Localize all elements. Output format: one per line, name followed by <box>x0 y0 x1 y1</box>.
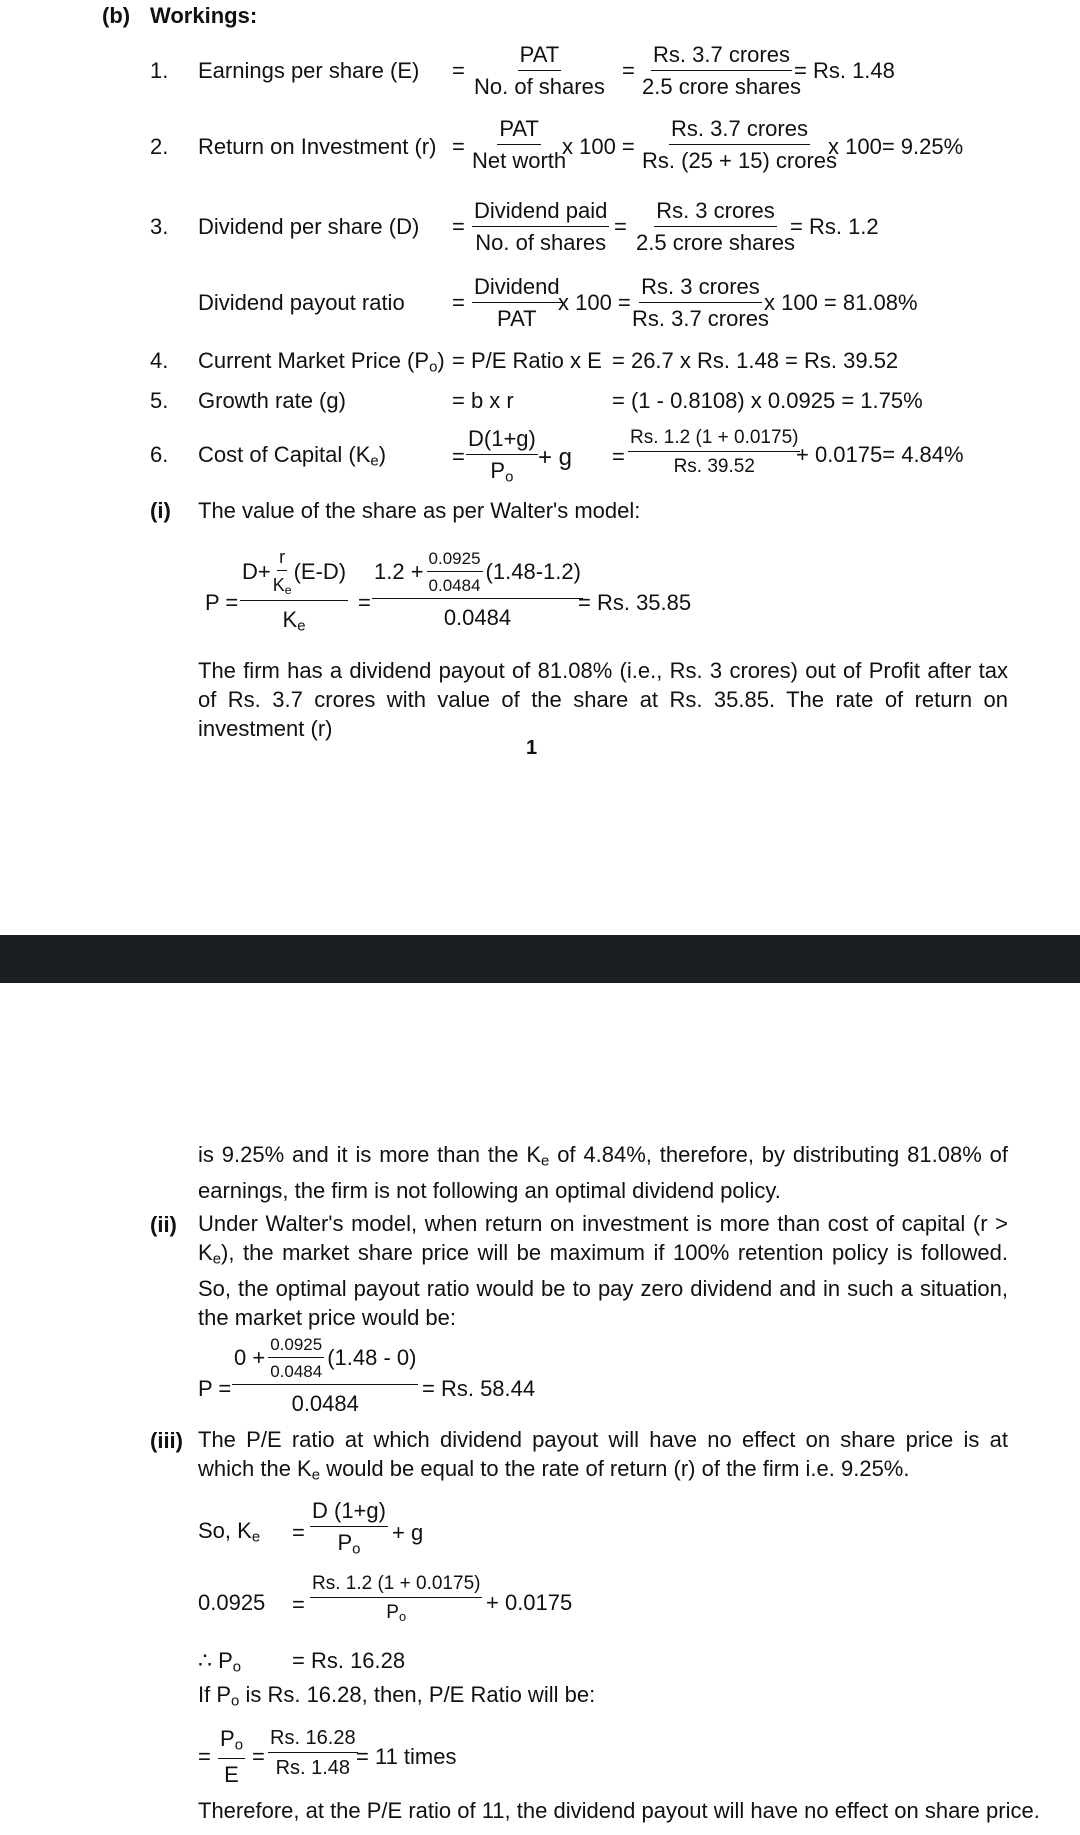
fraction <box>642 44 801 98</box>
item-label: Dividend payout ratio <box>198 290 405 315</box>
part-label: (ii) <box>150 1212 177 1237</box>
operator: + 0.0175 <box>486 1590 573 1615</box>
paragraph: is 9.25% and it is more than the $K_e$ of 4.84%, therefore, by distributing 81.08% of earnings, the firm is not following an optimal dividend policy. <box>198 1142 1008 1203</box>
denominator: E <box>224 1761 239 1787</box>
result: = Rs. 58.44 <box>422 1376 536 1401</box>
fraction <box>466 428 538 486</box>
fraction <box>268 1728 358 1778</box>
denominator: Rs. 39.52 <box>673 456 755 477</box>
denominator: $P_o$ <box>386 1602 407 1625</box>
numerator: D (1+g) <box>310 1500 388 1527</box>
denominator: No. of shares <box>475 230 607 255</box>
page-separator <box>0 935 1080 983</box>
walter-formula <box>240 548 348 635</box>
denominator: Net worth <box>472 148 567 173</box>
equals-sign: = <box>252 1744 265 1769</box>
denominator: 2.5 crore shares <box>642 74 801 99</box>
operator: + g <box>392 1520 424 1545</box>
fraction <box>472 276 562 330</box>
numerator: Rs. 1.2 (1 + 0.0175) <box>310 1574 482 1598</box>
fraction <box>632 276 769 330</box>
walter-calculation <box>372 550 583 629</box>
numerator: Rs. 3.7 crores <box>669 118 810 145</box>
inner-denominator: 0.0484 <box>428 576 481 595</box>
denominator: Rs. 3.7 crores <box>632 306 769 331</box>
part-label: (iii) <box>150 1428 183 1453</box>
item-label: Earnings per share (E) <box>198 58 420 83</box>
part-title: The value of the share as per Walter's model: <box>198 498 641 523</box>
operator: x 100 = <box>558 290 631 315</box>
fraction <box>218 1728 245 1786</box>
inner-denominator: $K_e$ <box>272 575 292 598</box>
item-label: Current Market Price $(P_o)$ <box>198 348 445 376</box>
item-number: 4. <box>150 348 169 373</box>
page-number: 1 <box>526 737 538 759</box>
item-number: 3. <box>150 214 169 239</box>
denominator: 0.0484 <box>443 605 512 630</box>
numerator: Dividend <box>472 276 562 303</box>
numerator: 0 + $\frac{0.0925}{0.0484}$ (1.48 - 0) <box>232 1336 418 1385</box>
equals-sign: = <box>292 1592 305 1617</box>
inner-numerator: 0.0925 <box>427 550 483 572</box>
equals-sign: = <box>614 214 627 239</box>
fraction <box>628 428 800 476</box>
item-number: 6. <box>150 442 169 467</box>
operator: + g <box>538 444 573 471</box>
fraction <box>642 118 837 172</box>
result: = Rs. 16.28 <box>292 1648 406 1673</box>
fraction <box>472 200 609 254</box>
calculation: = 26.7 x Rs. 1.48 = Rs. 39.52 <box>612 348 899 373</box>
numerator: D+ $\frac{r}{K_e}$ (E-D) <box>240 548 348 601</box>
result-label: ∴ $P_o$ <box>198 1648 242 1676</box>
fraction <box>472 118 566 172</box>
denominator: Rs. (25 + 15) crores <box>642 148 838 173</box>
denominator: PAT <box>497 306 537 331</box>
numerator: PAT <box>518 44 562 71</box>
denominator: $K_e$ <box>282 607 306 636</box>
part-label: (i) <box>150 498 171 523</box>
fraction <box>636 200 795 254</box>
result: = Rs. 1.48 <box>794 58 895 83</box>
inner-fraction <box>268 1336 324 1380</box>
section-label: (b) <box>102 3 131 28</box>
equals-sign: = <box>622 58 635 83</box>
paragraph: If $P_o$ is Rs. 16.28, then, P/E Ratio will be: <box>198 1682 596 1710</box>
formula: = P/E Ratio x E <box>452 348 602 373</box>
equals-sign: = <box>292 1520 305 1545</box>
fraction <box>310 1574 482 1624</box>
item-number: 1. <box>150 58 169 83</box>
numerator: Rs. 16.28 <box>268 1728 358 1753</box>
item-label: Cost of Capital $(K_e)$ <box>198 442 387 470</box>
fraction <box>310 1500 388 1558</box>
equals-sign: = <box>612 444 625 469</box>
formula: = b x r <box>452 388 514 413</box>
inner-fraction <box>427 550 483 594</box>
inner-numerator: 0.0925 <box>268 1336 324 1358</box>
numerator: 1.2 + $\frac{0.0925}{0.0484}$ (1.48-1.2) <box>372 550 583 599</box>
equation-lhs: So, $K_e$ <box>198 1518 261 1546</box>
item-label: Growth rate (g) <box>198 388 346 413</box>
section-title: Workings: <box>150 3 258 28</box>
equals-sign: = <box>358 590 371 615</box>
equals-sign: = <box>452 58 465 83</box>
denominator: Rs. 1.48 <box>275 1757 351 1779</box>
numerator: Rs. 1.2 (1 + 0.0175) <box>628 428 800 452</box>
value: 0.0925 <box>198 1590 266 1615</box>
paragraph: The P/E ratio at which dividend payout will have no effect on share price is at which the $K_e$ would be equal to the rate of return (r) of the firm i.e. 9.25%. <box>198 1427 1008 1484</box>
equation-lhs: P = <box>205 590 239 615</box>
equals-sign: = <box>452 290 465 315</box>
inner-fraction <box>273 548 292 596</box>
fraction <box>474 44 605 98</box>
numerator: Rs. 3.7 crores <box>651 44 792 71</box>
item-number: 2. <box>150 134 169 159</box>
denominator: 2.5 crore shares <box>636 230 795 255</box>
walter-calculation <box>232 1336 418 1415</box>
denominator: No. of shares <box>474 74 605 99</box>
equals-sign: = <box>452 444 465 469</box>
denominator: $P_o$ <box>337 1530 361 1558</box>
result: = Rs. 1.2 <box>790 214 879 239</box>
result: + 0.0175= 4.84% <box>796 442 964 467</box>
denominator: 0.0484 <box>291 1391 359 1416</box>
item-label: Dividend per share (D) <box>198 214 420 239</box>
result: = 11 times <box>356 1744 457 1769</box>
result: x 100 = 81.08% <box>764 290 918 315</box>
item-label: Return on Investment (r) <box>198 134 437 159</box>
equals-sign: = <box>452 134 465 159</box>
numerator: $P_o$ <box>218 1728 245 1759</box>
paragraph: The firm has a dividend payout of 81.08% (i.e., Rs. 3 crores) out of Profit after tax of Rs. 3.7 crores with value of the share at Rs. 35.85. The rate of return on investment (r) <box>198 658 1008 741</box>
numerator: Rs. 3 crores <box>639 276 762 303</box>
numerator: Rs. 3 crores <box>654 200 777 227</box>
equals-sign: = <box>452 214 465 239</box>
item-number: 5. <box>150 388 169 413</box>
paragraph: Under Walter's model, when return on investment is more than cost of capital $(r > K_e)$, the market share price will be maximum if 100% retention policy is followed. So, the optimal payout ratio would be to pay zero dividend and in such a situation, the market price would be: <box>198 1211 1008 1330</box>
calculation: = (1 - 0.8108) x 0.0925 = 1.75% <box>612 388 923 413</box>
result: = Rs. 35.85 <box>578 590 692 615</box>
equation-lhs: P = <box>198 1376 232 1401</box>
equals-sign: = <box>198 1744 211 1769</box>
operator: x 100 = <box>562 134 635 159</box>
inner-numerator: r <box>277 548 287 571</box>
inner-denominator: 0.0484 <box>270 1362 323 1381</box>
numerator: Dividend paid <box>472 200 609 227</box>
conclusion: Therefore, at the P/E ratio of 11, the dividend payout will have no effect on share price. <box>198 1798 1040 1823</box>
result: x 100= 9.25% <box>828 134 964 159</box>
numerator: PAT <box>497 118 541 145</box>
numerator: D(1+g) <box>466 428 538 455</box>
denominator: $P_o$ <box>490 458 514 486</box>
